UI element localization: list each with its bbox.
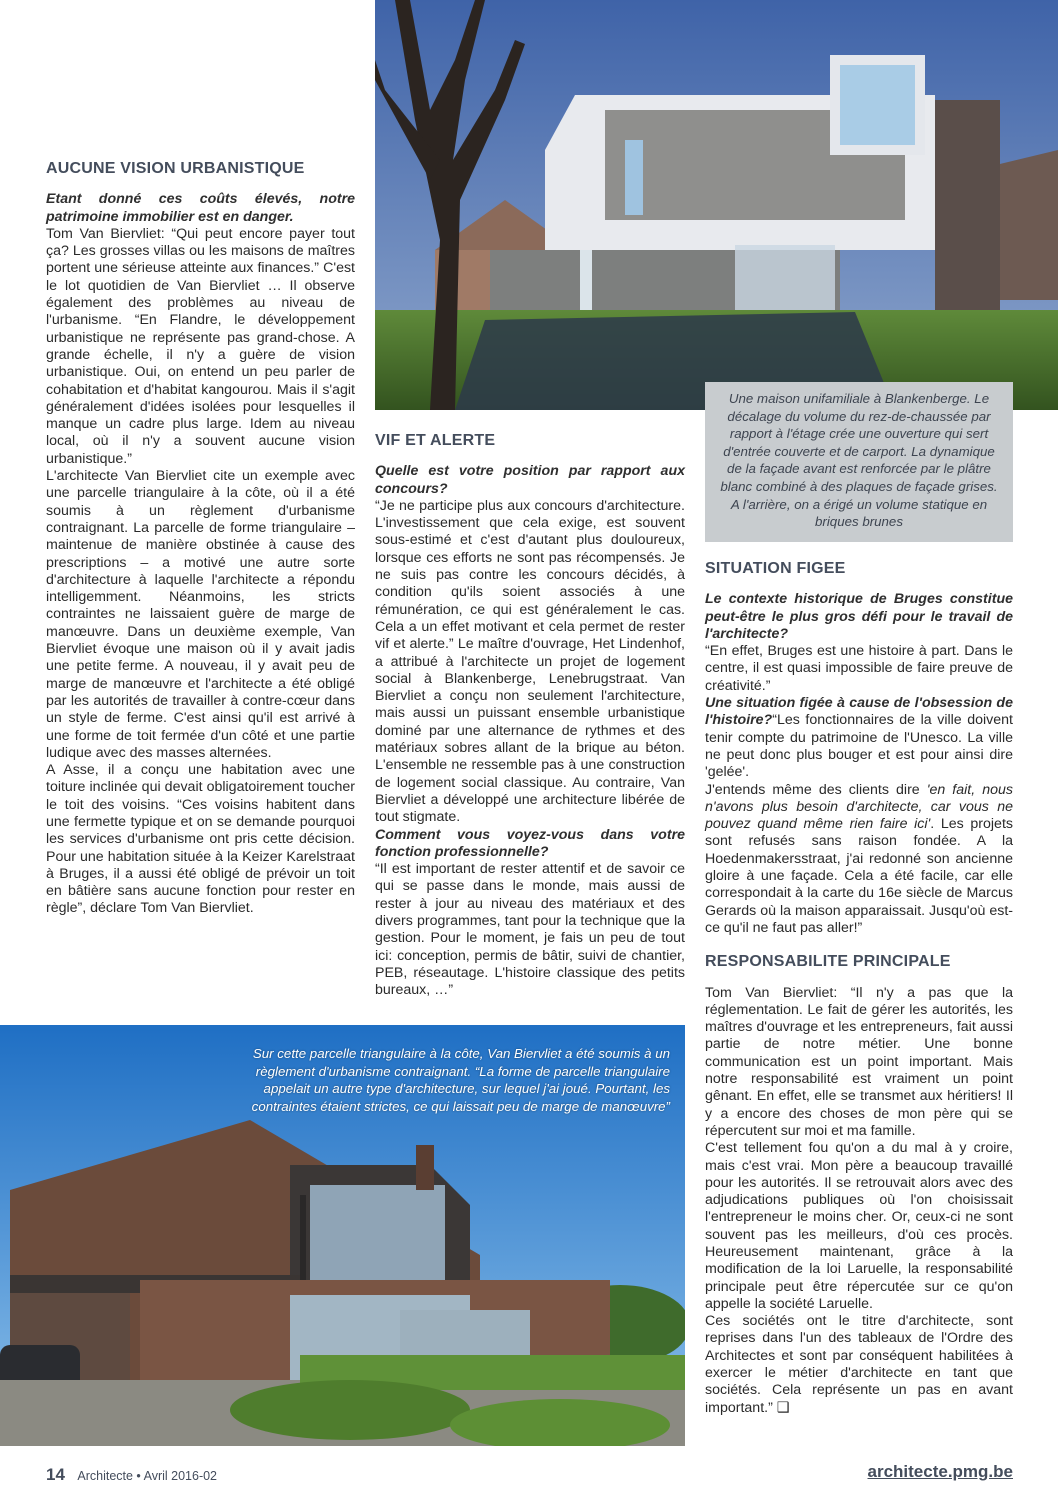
heading-situation-figee: SITUATION FIGEE bbox=[705, 560, 846, 577]
heading-aucune-vision: AUCUNE VISION URBANISTIQUE bbox=[46, 160, 305, 177]
heading-vif-et-alerte: VIF ET ALERTE bbox=[375, 432, 496, 449]
website-link[interactable]: architecte.pmg.be bbox=[867, 1462, 1013, 1481]
paragraph: . Les projets sont refusés sans raison fondée. A la Hoedenmakersstraat, j'ai redonné son ancienne gloire à une façade. Cela a été facile, car elle correspondait à la carte du 16e siècle de Marcus Gerards où la maison apparaissait. Jusqu'où est-ce qu'il ne faut pas aller!” bbox=[705, 816, 1013, 936]
paragraph: A Asse, il a conçu une habitation avec une toiture inclinée qui devait obligatoirement toucher le toit des voisins. “Ces voisins habitent dans une fermette typique et on se demande pourquoi les services d'urbanisme ont pris cette décision. Pour une habitation située à la Keizer Karelstraat à Bruges, il a aussi été obligé de prévoir un toit en bâtière sans aucune fonction pour rester en règle”, déclare Tom Van Biervliet. bbox=[46, 762, 355, 917]
question: Une situation figée à cause de l'obsession de l'histoire? bbox=[705, 695, 1013, 729]
paragraph: “Je ne participe plus aux concours d'architecture. L'investissement que cela exige, est souvent sous-estimé et c'est d'autant plus douloureux, lorsque ces efforts ne sont pas récompensés. Je ne suis pas contre les concours décidés, à condition qu'ils soient associés à une rémunération, ce qui est généralement le cas. Cela a un effet motivant et cela permet de rester vif et alerte.” Le maître d'ouvrage, Het Lindenhof, a attribué à l'architecte un projet de logement social à Blankenberge, Lenebrugstraat. Van Biervliet a conçu non seulement l'architecture, mais aussi un puissant ensemble urbanistique dominé par une alternance de rythmes et des matériaux sobres allant de la brique au béton. L'ensemble ne ressemble pas à une construction de logement social classique. Au contraire, Van Biervliet a développé une architecture libérée de tout stigmate. bbox=[375, 497, 685, 826]
heading-responsabilite: RESPONSABILITE PRINCIPALE bbox=[705, 953, 951, 971]
photo-triangular-plot-house bbox=[0, 1025, 685, 1446]
paragraph: “Les fonctionnaires de la ville doivent tenir compte du patrimoine de l'Unesco. La ville ne peut donc plus bouger et est pour ainsi dire 'gelée'. bbox=[705, 712, 1013, 781]
paragraph: J'entends même des clients dire bbox=[705, 781, 927, 798]
question: Comment vous voyez-vous dans votre fonction professionnelle? bbox=[375, 826, 685, 860]
photo-blankenberge-house bbox=[375, 0, 1058, 410]
question: Le contexte historique de Bruges constitue peut-être le plus gros défi pour le travail de l'architecte? bbox=[705, 591, 1013, 642]
paragraph: Tom Van Biervliet: “Qui peut encore payer tout ça? Les grosses villas ou les maisons de maîtres portent une sérieuse atteinte aux finances.” C'est le lot quotidien de Van Biervliet … Il observe également des problèmes au niveau de l'urbanisme. “En Flandre, le développement urbanistique ne représente pas grand-chose. A grande échelle, il n'y a guère de vision urbanistique. Oui, on entend un peu parler de cohabitation et d'habitat kangourou. Mais il s'agit généralement d'idées isolées pour lesquelles il manque un cadre plus large. Idem au niveau local, où il n'y a souvent aucune vision urbanistique.” bbox=[46, 225, 355, 467]
column-2 bbox=[375, 432, 685, 1000]
question: Quelle est votre position par rapport aux concours? bbox=[375, 463, 685, 497]
paragraph: Tom Van Biervliet: “Il n'y a pas que la réglementation. Le fait de gérer les autorités, les maîtres d'ouvrage et les entrepreneurs, fait aussi partie de notre métier. Une bonne communication est un point important. Mais notre responsabilité est vraiment un point gênant. En effet, elle se transmet aux héritiers! Il y a encore des choses de mon père qui se répercutent sur moi et ma famille. bbox=[705, 984, 1013, 1139]
quote-italic: 'en fait, nous n'avons plus besoin d'architecte, car vous ne pouvez quand même rien faire ici' bbox=[705, 781, 1013, 833]
paragraph: C'est tellement fou qu'on a du mal à y croire, mais c'est vrai. Mon père a beaucoup travaillé pour les autorités. Il se retrouvait alors avec des adjudications publiques où l'on choisissait l'entrepreneur le moins cher. Or, ceux-ci ne sont souvent pas les meilleurs, d'où ces procès. Heureusement maintenant, grâce à la modification de la loi Laruelle, la responsabilité principale peut être répercutée sur ce qu'on appelle la société Laruelle. bbox=[705, 1140, 1013, 1312]
publication-info: Architecte • Avril 2016-02 bbox=[77, 1469, 218, 1483]
column-1 bbox=[46, 160, 355, 918]
photo-caption-blankenberge: Une maison unifamiliale à Blankenberge. Le décalage du volume du rez-de-chaussée par rapport à l'étage crée une ouverture qui sert d'entrée couverte et de carport. La dynamique de la façade avant est renforcée par le plâtre blanc combiné à des plaques de façade grises. A l'arrière, on a érigé un volume statique en briques brunes bbox=[705, 382, 1013, 542]
page-number: 14 bbox=[46, 1465, 65, 1484]
footer-left bbox=[46, 1465, 217, 1485]
paragraph: L'architecte Van Biervliet cite un exemple avec une parcelle triangulaire à la côte, où il a été soumis à un règlement d'urbanisme contraignant. La parcelle de forme triangulaire – maintenue de manière obstinée à cause des prescriptions – a motivé une autre sorte d'architecture à laquelle l'architecte a répondu intelligemment. Néanmoins, les stricts contraintes ne laissaient guère de marge de manœuvre. Dans un deuxième exemple, Van Biervliet évoque une maison où il y avait jadis une petite ferme. A nouveau, il y avait peu de marge de manœuvre et l'architecte a été obligé par les autorités de travailler à contre-cœur dans un style de ferme. C'est ainsi qu'il est arrivé à une forme de toit fermée d'un côté et une partie ludique avec des masses alternées. bbox=[46, 468, 355, 761]
photo-caption-triangular-plot: Sur cette parcelle triangulaire à la côte, Van Biervliet a été soumis à un règlement d'urbanisme contraignant. “La forme de parcelle triangulaire appelait un autre type d'architecture, sur lequel j'ai joué. Pourtant, les contraintes étaient strictes, ce qui laissait peu de marge de manœuvre” bbox=[251, 1046, 670, 1114]
paragraph: Ces sociétés ont le titre d'architecte, sont reprises dans l'un des tableaux de l'Ordre des Architectes et sont par conséquent habilitées à exercer le métier d'architecte en tant que sociétés. Cela représente un pas en avant important.” ❑ bbox=[705, 1313, 1013, 1416]
column-3 bbox=[705, 560, 1013, 1417]
question: Etant donné ces coûts élevés, notre patrimoine immobilier est en danger. bbox=[46, 191, 355, 225]
paragraph: “En effet, Bruges est une histoire à part. Dans le centre, il est quasi impossible de faire preuve de créativité.” bbox=[705, 643, 1013, 694]
paragraph: “Il est important de rester attentif et de savoir ce qui se passe dans le monde, mais aussi de rester à jour au niveau des matériaux et des divers programmes, tant pour la technique que la gestion. Pour le moment, je fais un peu de tout ici: conception, permis de bâtir, suivi de chantier, PEB, réseautage. L'histoire classique des petits bureaux, …” bbox=[375, 861, 685, 999]
